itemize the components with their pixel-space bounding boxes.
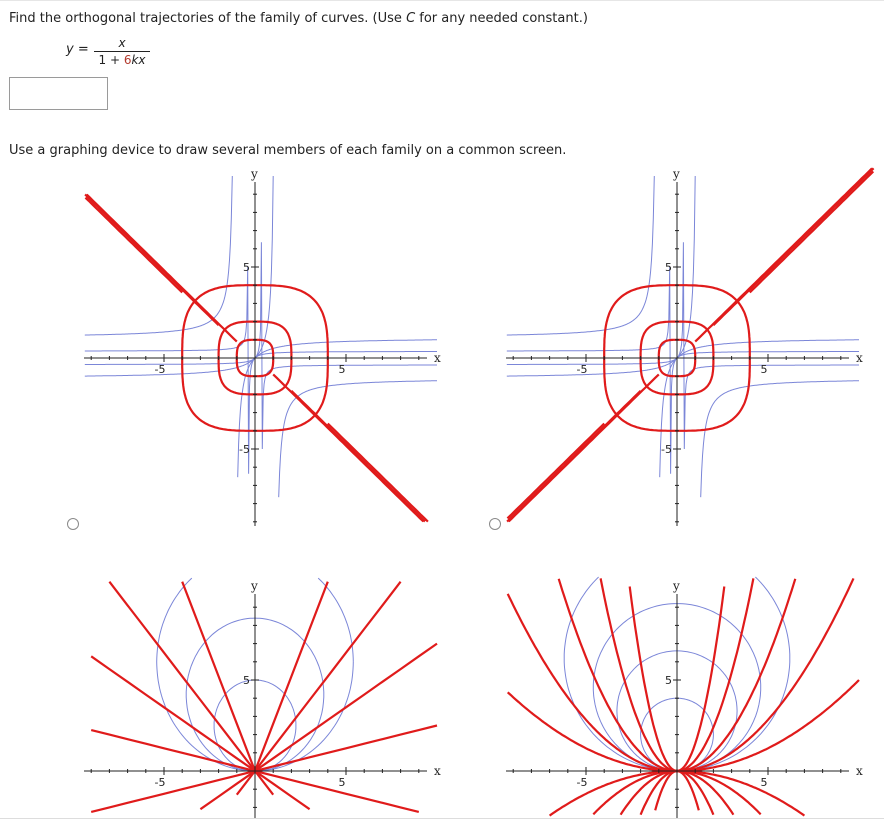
y-axis-title: y (673, 167, 680, 181)
trajectory-arm (291, 391, 425, 522)
trajectory-parabola (508, 680, 859, 771)
x-tick-label: -5 (154, 363, 166, 376)
graph-canvas (504, 574, 876, 818)
y-tick-label: 5 (665, 261, 672, 274)
trajectory-line (91, 656, 309, 809)
fraction-bar (94, 51, 150, 52)
trajectory-line (237, 582, 401, 795)
trajectory-line (109, 582, 273, 795)
x-axis-title: x (434, 351, 441, 365)
y-tick-label: 5 (665, 674, 672, 687)
x-tick-label: -5 (576, 363, 588, 376)
question-text (9, 11, 588, 26)
equation-lhs (66, 42, 89, 57)
equation-fraction (94, 36, 150, 67)
trajectory-line (91, 726, 437, 812)
family-curve (85, 176, 437, 497)
graph-option-c (82, 574, 454, 818)
trajectory-arm (507, 424, 604, 519)
family-curve (507, 242, 859, 449)
bottom-rule (0, 818, 884, 819)
x-tick-label: -5 (154, 776, 166, 789)
den-plus: + (106, 53, 124, 67)
graph-option-b (504, 162, 876, 526)
y-tick-label: -5 (661, 443, 672, 456)
x-tick-label: -5 (576, 776, 588, 789)
x-axis-title: x (856, 764, 863, 778)
question-part-1: Find the orthogonal trajectories of the family of curves. (Use (9, 11, 407, 26)
fraction-numerator: x (118, 36, 126, 50)
graph-canvas (504, 162, 876, 526)
y-tick-label: 5 (243, 674, 250, 687)
constant-symbol: C (406, 11, 416, 26)
den-variables: kx (131, 53, 146, 67)
trajectory-line (255, 582, 328, 771)
trajectory-parabola (508, 578, 854, 771)
den-coefficient: 6 (123, 53, 132, 67)
x-tick-label: 5 (760, 776, 768, 789)
family-curve (507, 176, 859, 497)
x-axis-title: x (434, 764, 441, 778)
answer-input[interactable] (9, 77, 108, 110)
graph-option-d (504, 574, 876, 818)
radio-option-a[interactable] (67, 518, 79, 530)
y-axis-title: y (251, 579, 258, 593)
x-tick-label: 5 (338, 776, 346, 789)
instruction-text: Use a graphing device to draw several members of each family on a common screen. (9, 143, 567, 158)
trajectory-line (200, 644, 437, 810)
y-axis-title: y (673, 579, 680, 593)
x-tick-label: 5 (338, 363, 346, 376)
trajectory-arm (85, 194, 219, 325)
top-rule (0, 0, 884, 1)
trajectory-arm (507, 391, 640, 522)
y-tick-label: 5 (243, 261, 250, 274)
den-one: 1 (98, 53, 107, 67)
equation-y: y (66, 42, 74, 57)
trajectory-arm (328, 424, 428, 522)
x-axis-title: x (856, 351, 863, 365)
fraction-denominator (94, 53, 150, 67)
question-part-2: for any needed constant.) (415, 11, 588, 26)
x-tick-label: 5 (760, 363, 768, 376)
y-axis-title: y (251, 167, 258, 181)
radio-option-b[interactable] (489, 518, 501, 530)
graph-canvas (82, 162, 454, 526)
trajectory-arm (85, 198, 182, 293)
family-curve (85, 242, 437, 449)
equation-equals: = (73, 42, 89, 57)
trajectory-arm (750, 172, 874, 293)
graph-canvas (82, 574, 454, 818)
graph-option-a (82, 162, 454, 526)
y-tick-label: -5 (239, 443, 250, 456)
